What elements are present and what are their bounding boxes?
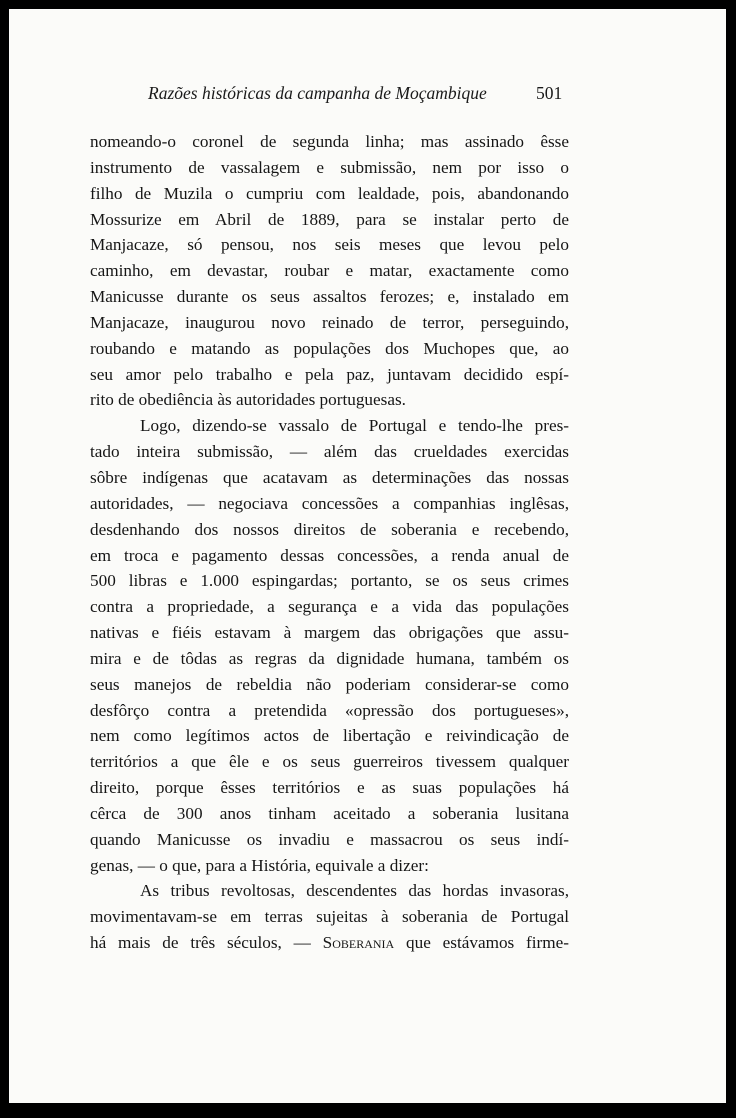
text-line: direito, porque êsses territórios e as suas populações há: [90, 778, 569, 798]
text-line: caminho, em devastar, roubar e matar, exactamente como: [90, 261, 569, 281]
text-line: movimentavam-se em terras sujeitas à soberania de Portugal: [90, 907, 569, 927]
text-line: contra a propriedade, a segurança e a vida das populações: [90, 597, 569, 617]
book-page: [9, 9, 726, 1103]
text-line: seus manejos de rebeldia não poderiam considerar-se como: [90, 674, 569, 694]
text-line: seu amor pelo trabalho e pela paz, juntavam decidido espí-: [90, 364, 569, 384]
text-line: nem como legítimos actos de libertação e reivindicação de: [90, 726, 569, 746]
text-line: roubando e matando as populações dos Muchopes que, ao: [90, 338, 569, 358]
text-line: desfôrço contra a pretendida «opressão dos portugueses»,: [90, 700, 569, 720]
paragraph-3: [90, 878, 569, 956]
text-line: Mossurize em Abril de 1889, para se instalar perto de: [90, 209, 569, 229]
text-segment: que estávamos firme-: [394, 933, 569, 953]
text-line: genas, — o que, para a História, equivale a dizer:: [90, 855, 429, 875]
text-segment: há mais de três séculos, —: [90, 933, 323, 953]
text-line: sôbre indígenas que acatavam as determinações das nossas: [90, 467, 569, 487]
page-number: 501: [536, 83, 563, 103]
text-line: 500 libras e 1.000 espingardas; portanto, se os seus crimes: [90, 571, 569, 591]
text-line: quando Manicusse os invadiu e massacrou os seus indí-: [90, 829, 569, 849]
text-line: cêrca de 300 anos tinham aceitado a soberania lusitana: [90, 803, 569, 823]
text-line: tado inteira submissão, — além das crueldades exercidas: [90, 442, 569, 462]
text-line: mira e de tôdas as regras da dignidade humana, também os: [90, 648, 569, 668]
text-line: filho de Muzila o cumpriu com lealdade, pois, abandonando: [90, 183, 569, 203]
text-line: [90, 930, 569, 956]
paragraph-2: [90, 413, 569, 878]
text-line: territórios a que êle e os seus guerreiros tivessem qualquer: [90, 752, 569, 772]
text-line: As tribus revoltosas, descendentes das hordas invasoras,: [140, 881, 569, 901]
text-line: desdenhando dos nossos direitos de soberania e recebendo,: [90, 519, 569, 539]
text-line: autoridades, — negociava concessões a companhias inglêsas,: [90, 493, 569, 513]
text-line: nomeando-o coronel de segunda linha; mas assinado êsse: [90, 132, 569, 151]
text-line: instrumento de vassalagem e submissão, nem por isso o: [90, 157, 569, 177]
small-caps-term: Soberania: [322, 933, 395, 953]
body-text: [90, 129, 569, 956]
text-line: nativas e fiéis estavam à margem das obrigações que assu-: [90, 623, 569, 643]
text-line: em troca e pagamento dessas concessões, a renda anual de: [90, 545, 569, 565]
text-line: Manjacaze, inaugurou novo reinado de terror, perseguindo,: [90, 312, 569, 332]
page-header: [9, 83, 726, 107]
text-line: Manjacaze, só pensou, nos seis meses que levou pelo: [90, 235, 569, 255]
text-line: Logo, dizendo-se vassalo de Portugal e tendo-lhe pres-: [140, 416, 569, 436]
running-title: Razões históricas da campanha de Moçambique: [148, 83, 487, 103]
paragraph-1: [90, 129, 569, 413]
text-line: Manicusse durante os seus assaltos ferozes; e, instalado em: [90, 287, 569, 307]
text-line: rito de obediência às autoridades portuguesas.: [90, 390, 406, 410]
